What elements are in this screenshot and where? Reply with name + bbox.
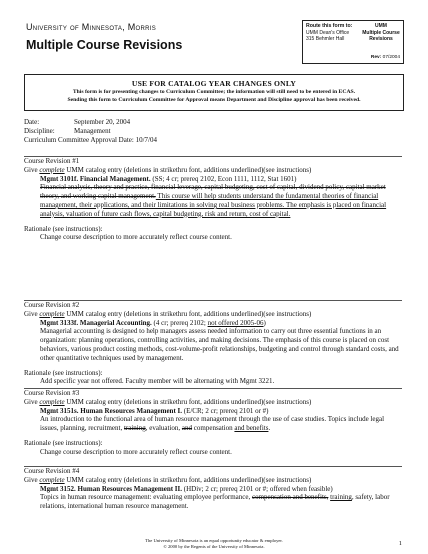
course-revision-4 — [24, 467, 404, 511]
footer — [0, 538, 428, 549]
rationale-label: Rationale (see instructions): — [24, 224, 103, 233]
banner-line1: This form is for presenting changes to Curriculum Committee; the information will still need to be entered in ECAS. — [72, 89, 356, 95]
complete-link: complete — [39, 309, 65, 318]
course-title: Mgmt 3152. Human Resources Management II. — [40, 484, 182, 493]
catalog-entry: Mgmt 3151s. Human Resources Management I. (E/CR; 2 cr; prereq 2101 or #) An introduction to the functional area of human resource management through the use of case studies. Topics include legal issues, planning, recruitment, training, evaluation, and compensation and benefits. — [40, 406, 385, 433]
approval-label: Curriculum Committee Approval Date: — [24, 136, 134, 145]
approval-value: 10/7/04 — [135, 136, 157, 145]
deleted-text: and — [181, 424, 193, 433]
catalog-entry — [24, 175, 404, 219]
route-line1: UMM Dean's Office — [306, 29, 350, 36]
deleted-text: training — [123, 424, 146, 433]
rationale-text: Add specific year not offered. Faculty member will be alternating with Mgmt 3221. — [40, 377, 275, 386]
course-revision-1 — [24, 157, 404, 242]
banner-title: USE FOR CATALOG YEAR CHANGES ONLY — [131, 79, 297, 88]
rationale-label: Rationale (see instructions): — [24, 368, 103, 377]
footer-line2: © 2000 by the Regents of the University of Minnesota. — [163, 543, 265, 549]
date-label: Date: — [24, 118, 40, 126]
rev-value: 07/2004 — [382, 55, 400, 60]
course-meta: (E/CR; 2 cr; prereq 2101 or #) — [182, 406, 269, 415]
university-name: University of Minnesota, Morris — [26, 22, 157, 32]
complete-link: complete — [39, 475, 65, 484]
revision-heading: Course Revision #1 — [24, 157, 80, 165]
umm-label: UMM — [375, 23, 387, 29]
revision-heading: Course Revision #3 — [24, 389, 80, 397]
give-instruction: Give complete UMM catalog entry (deletions in strikethru font, additions underlined)(see instructions) — [24, 165, 312, 174]
deleted-text: compensation and benefits, — [251, 493, 329, 502]
course-revision-2 — [24, 301, 404, 386]
added-text: not offered 2005-06 — [207, 318, 264, 327]
rev-label: Rev: — [370, 55, 382, 60]
catalog-entry: Mgmt 3152. Human Resources Management II. (HDiv; 2 cr; prereq 2101 or #; offered when feasible) Topics in human resource management: evaluating employee performance, compensation and benefits, training, safety, labor relations, international human resource management. — [40, 484, 390, 511]
catalog-entry: Mgmt 3133f. Managerial Accounting. (4 cr; prereq 2102; not offered 2005-06) Managerial accounting is designed to help managers assess needed information to carry out three essential functions in an organization: planning operations, controlling activities, and making decisions. The emphasis of this course is placed on cost behaviors, various product costing methods, cost-volume-profit relationships, budgeting and control through standard costs, and other quantitative techniques used by management. — [40, 318, 399, 362]
banner-line2: Sending this form to Curriculum Committee for Approval means Department and Discipline approval has been received. — [67, 97, 361, 103]
catalog-banner — [24, 74, 404, 111]
date-value: September 20, 2004 — [74, 118, 131, 126]
give-instruction: Give complete UMM catalog entry (deletions in strikethru font, additions underlined)(see instructions) — [24, 475, 312, 484]
give-instruction: Give complete UMM catalog entry (deletions in strikethru font, additions underlined)(see instructions) — [24, 309, 312, 318]
deleted-text: Financial analysis, theory and practice, financial leverage, capital budgeting, cost of capital, dividend policy, capital market theory, and working capital management. — [40, 183, 386, 201]
complete-link: complete — [39, 397, 65, 406]
course-title: Mgmt 3133f. Managerial Accounting. — [40, 318, 152, 327]
course-meta: (SS; 4 cr; prereq 2102, Econ 1111, 1112, Stat 1601) — [150, 174, 297, 183]
form-meta — [24, 118, 157, 146]
rationale-text: Change course description to more accurately reflect course content. — [40, 447, 232, 456]
give-instruction: Give complete UMM catalog entry (deletions in strikethru font, additions underlined)(see instructions) — [24, 397, 312, 406]
added-text: and benefits — [234, 424, 269, 433]
revision-date — [371, 55, 400, 60]
course-revision-3 — [24, 389, 404, 457]
discipline-label: Discipline: — [24, 127, 55, 136]
revision-heading: Course Revision #2 — [24, 301, 80, 309]
course-title: Mgmt 3151s. Human Resources Management I. — [40, 406, 182, 415]
added-text: training — [330, 493, 352, 502]
routing-box — [302, 20, 404, 64]
umm-line2: Revisions — [369, 36, 393, 42]
revision-heading: Course Revision #4 — [24, 467, 80, 475]
page-number: 1 — [398, 540, 402, 547]
route-line2: 315 Behmler Hall — [306, 36, 345, 42]
routing-info — [306, 23, 352, 43]
rationale-text: Change course description to more accurately reflect course content. — [40, 233, 232, 242]
route-label: Route this form to: — [306, 23, 353, 29]
rationale-label: Rationale (see instructions): — [24, 438, 103, 447]
umm-line1: Multiple Course — [362, 29, 400, 36]
form-id — [362, 23, 400, 43]
footer-line1: The University of Minnesota is an equal opportunity educator & employer. — [145, 538, 283, 543]
form-title: Multiple Course Revisions — [26, 38, 183, 52]
discipline-value: Management — [74, 127, 111, 136]
added-text: This course will help students understand the fundamental theories of financial management, their applications, and their limitations in solving real business problems. The emphasis is placed on financial analysis, valuation of future cash flows, capital budgeting, risk and return, cost of capital. — [40, 192, 387, 218]
complete-link: complete — [39, 165, 65, 174]
course-title: Mgmt 3101f. Financial Management. — [40, 174, 151, 183]
course-meta: (HDiv; 2 cr; prereq 2101 or #; offered when feasible) — [182, 484, 333, 493]
course-description: Managerial accounting is designed to help managers assess needed information to carry out three essential functions in an organization: planning operations, controlling activities, and making decisions. The emphasis of this course is placed on cost behaviors, various product costing methods, cost-volume-profit relationships, budgeting and control through standard costs, and other quantitative techniques used by management. — [40, 327, 399, 362]
